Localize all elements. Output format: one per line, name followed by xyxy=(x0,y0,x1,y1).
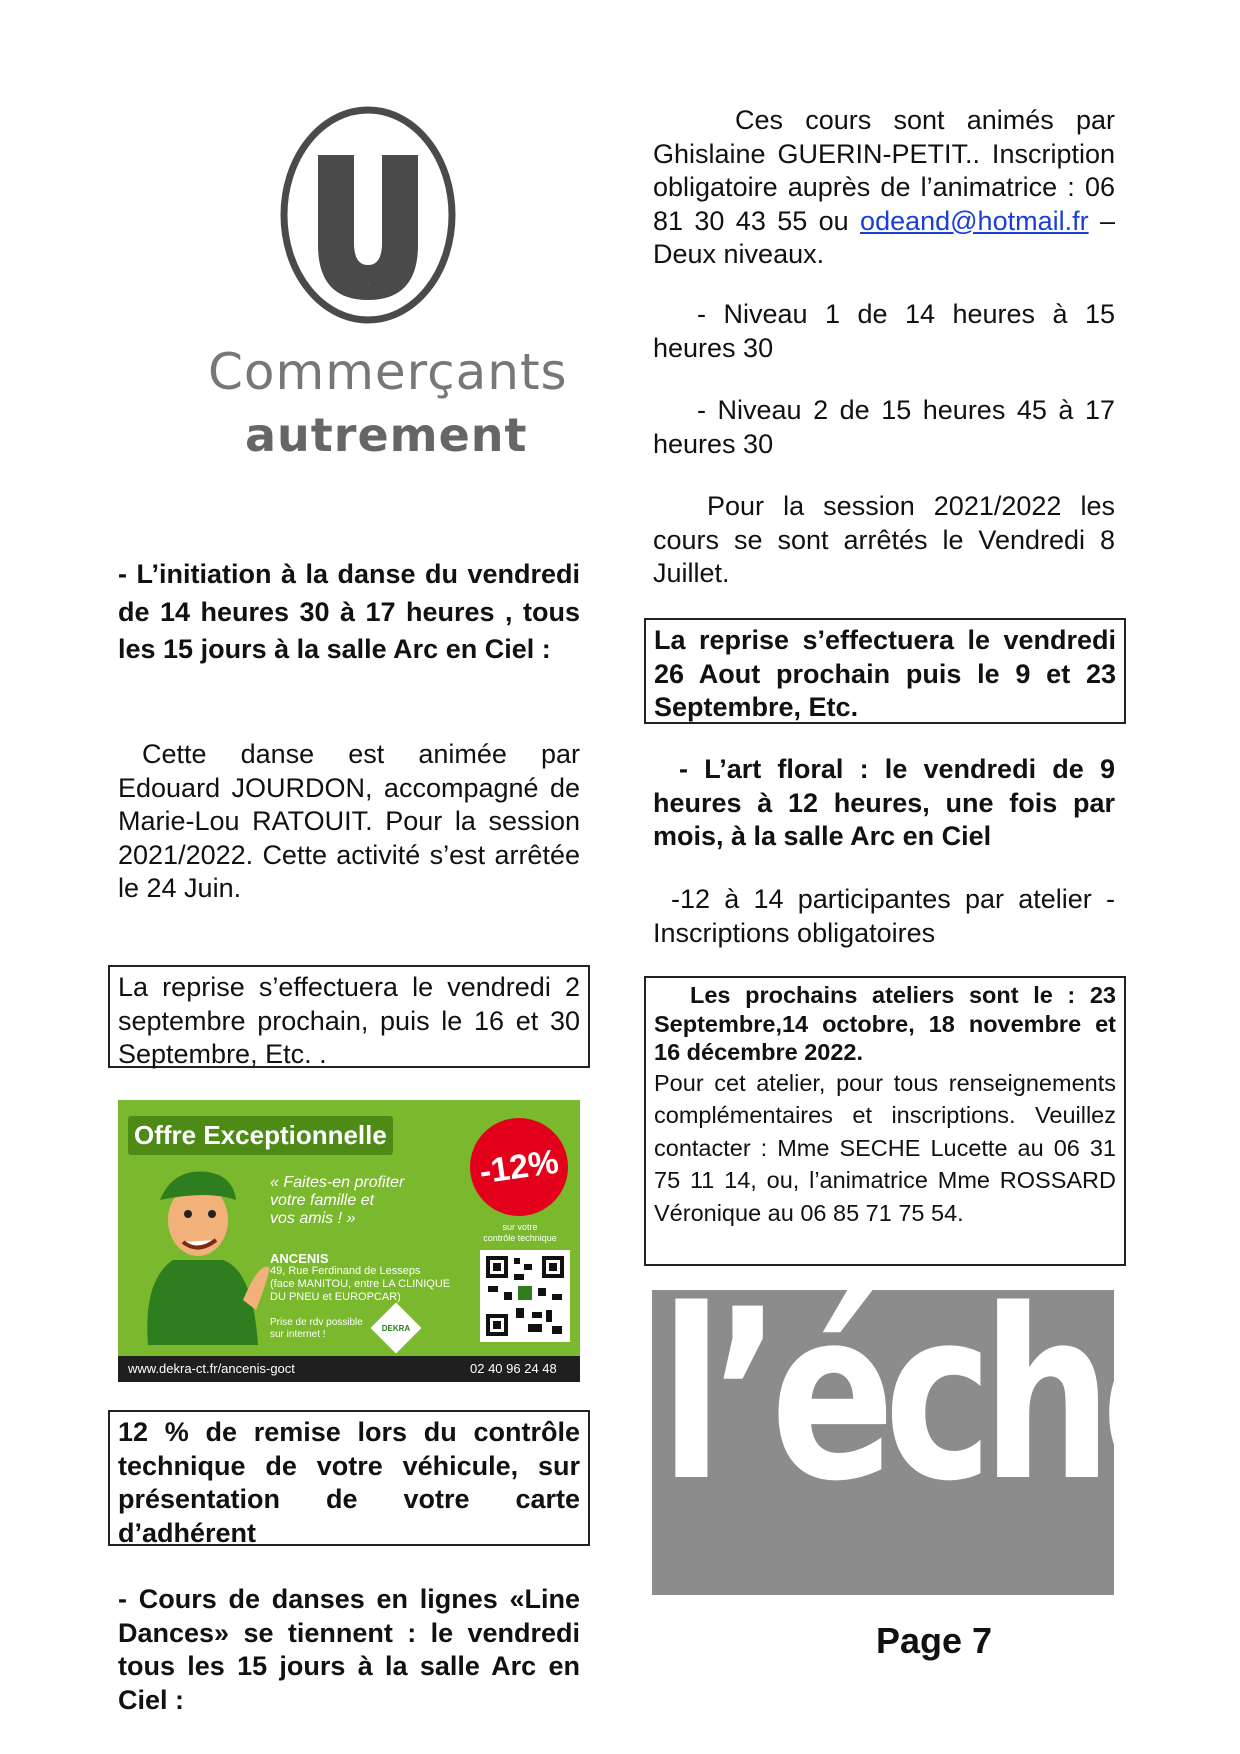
ad-quote-2: votre famille et xyxy=(270,1192,375,1209)
ad-addr-2: (face MANITOU, entre LA CLINIQUE xyxy=(270,1278,451,1290)
level-2: - Niveau 2 de 15 heures 45 à 17 heures 30 xyxy=(653,395,1115,459)
ad-quote xyxy=(270,1174,404,1228)
next-workshops: Les prochains ateliers sont le : 23 Septembre,14 octobre, 18 novembre et 16 décembre 2022. xyxy=(654,982,1116,1065)
echo-logo-text: l’écho xyxy=(660,1260,1217,1533)
dance-resume-box xyxy=(108,965,590,1068)
badge-caption-2: contrôle technique xyxy=(483,1233,557,1243)
courses-info-post: – Deux niveaux. xyxy=(653,205,1115,269)
courses-info-text: Ces cours sont animés par Ghislaine GUERIN-PETIT.. Inscription obligatoire auprès de l’animatrice : 06 81 30 43 55 ou xyxy=(653,105,1115,236)
discount-box xyxy=(108,1410,590,1546)
workshops-box xyxy=(644,976,1126,1266)
ad-city: ANCENIS xyxy=(270,1251,329,1266)
session-info: Pour la session 2021/2022 les cours se sont arrêtés le Vendredi 8 Juillet. xyxy=(653,491,1115,588)
ad-addr-1: 49, Rue Ferdinand de Lesseps xyxy=(270,1265,421,1277)
page-number: Page 7 xyxy=(876,1620,993,1661)
ad-addr-3: DU PNEU et EUROPCAR) xyxy=(270,1291,401,1303)
ad-title: Offre Exceptionnelle xyxy=(128,1116,393,1155)
line-dances: - Cours de danses en lignes «Line Dances» se tiennent : le vendredi tous les 15 jours à la salle Arc en Ciel : xyxy=(118,1584,580,1715)
ad-quote-1: « Faites-en profiter xyxy=(270,1174,405,1191)
floral-art: - L’art floral : le vendredi de 9 heures à 12 heures, une fois par mois, à la salle Arc en Ciel xyxy=(653,754,1115,851)
dekra-ad xyxy=(118,1100,580,1382)
participants: -12 à 14 participantes par atelier - Inscriptions obligatoires xyxy=(653,884,1115,948)
courses-info xyxy=(653,104,1115,272)
mascot-illustration xyxy=(128,1150,278,1345)
email-link[interactable]: odeand@hotmail.fr xyxy=(860,205,1089,236)
ad-url: www.dekra-ct.fr/ancenis-goct xyxy=(128,1361,295,1376)
u-commercants-logo xyxy=(190,95,585,475)
u-logo-letter: U xyxy=(368,285,369,286)
ad-quote-3: vos amis ! » xyxy=(270,1210,356,1227)
badge-caption-1: sur votre xyxy=(502,1222,538,1232)
ad-rdv-1: Prise de rdv possible xyxy=(270,1317,363,1328)
resume-box xyxy=(644,618,1126,724)
discount-badge xyxy=(470,1118,568,1216)
logo-line-1: Commerçants xyxy=(208,343,568,401)
resume-text: La reprise s’effectuera le vendredi 26 Aout prochain puis le 9 et 23 Septembre, Etc. xyxy=(654,625,1116,722)
dance-intro: - L’initiation à la danse du vendredi de 14 heures 30 à 17 heures , tous les 15 jours à la salle Arc en Ciel : xyxy=(118,559,580,664)
ad-rdv xyxy=(270,1317,363,1341)
discount-text: 12 % de remise lors du contrôle technique de votre véhicule, sur présentation de votre carte d’adhérent xyxy=(118,1417,580,1548)
level-1: - Niveau 1 de 14 heures à 15 heures 30 xyxy=(653,299,1115,363)
logo-line-2: autrement xyxy=(245,408,528,462)
contact-info: Pour cet atelier, pour tous renseignements complémentaires et inscriptions. Veuillez contacter : Mme SECHE Lucette au 06 31 75 11 14, ou, l’animatrice Mme ROSSARD Véronique au 06 85 71 75 54. xyxy=(654,1069,1116,1226)
badge-value: -12% xyxy=(477,1142,561,1192)
ad-rdv-2: sur internet ! xyxy=(270,1329,326,1340)
ad-address xyxy=(270,1252,450,1304)
ad-phone: 02 40 96 24 48 xyxy=(470,1361,557,1376)
dance-animated-text: Cette danse est animée par Edouard JOURDON, accompagné de Marie-Lou RATOUIT. Pour la session 2021/2022. Cette activité s’est arrêtée le 24 Juin. xyxy=(118,739,580,903)
dekra-brand: DEKRA xyxy=(381,1324,411,1333)
qr-code xyxy=(480,1250,570,1342)
badge-caption xyxy=(468,1222,572,1244)
dance-resume: La reprise s’effectuera le vendredi 2 septembre prochain, puis le 16 et 30 Septembre, Etc. . xyxy=(118,972,580,1069)
echo-logo xyxy=(652,1260,1217,1595)
dance-animated xyxy=(118,738,580,906)
